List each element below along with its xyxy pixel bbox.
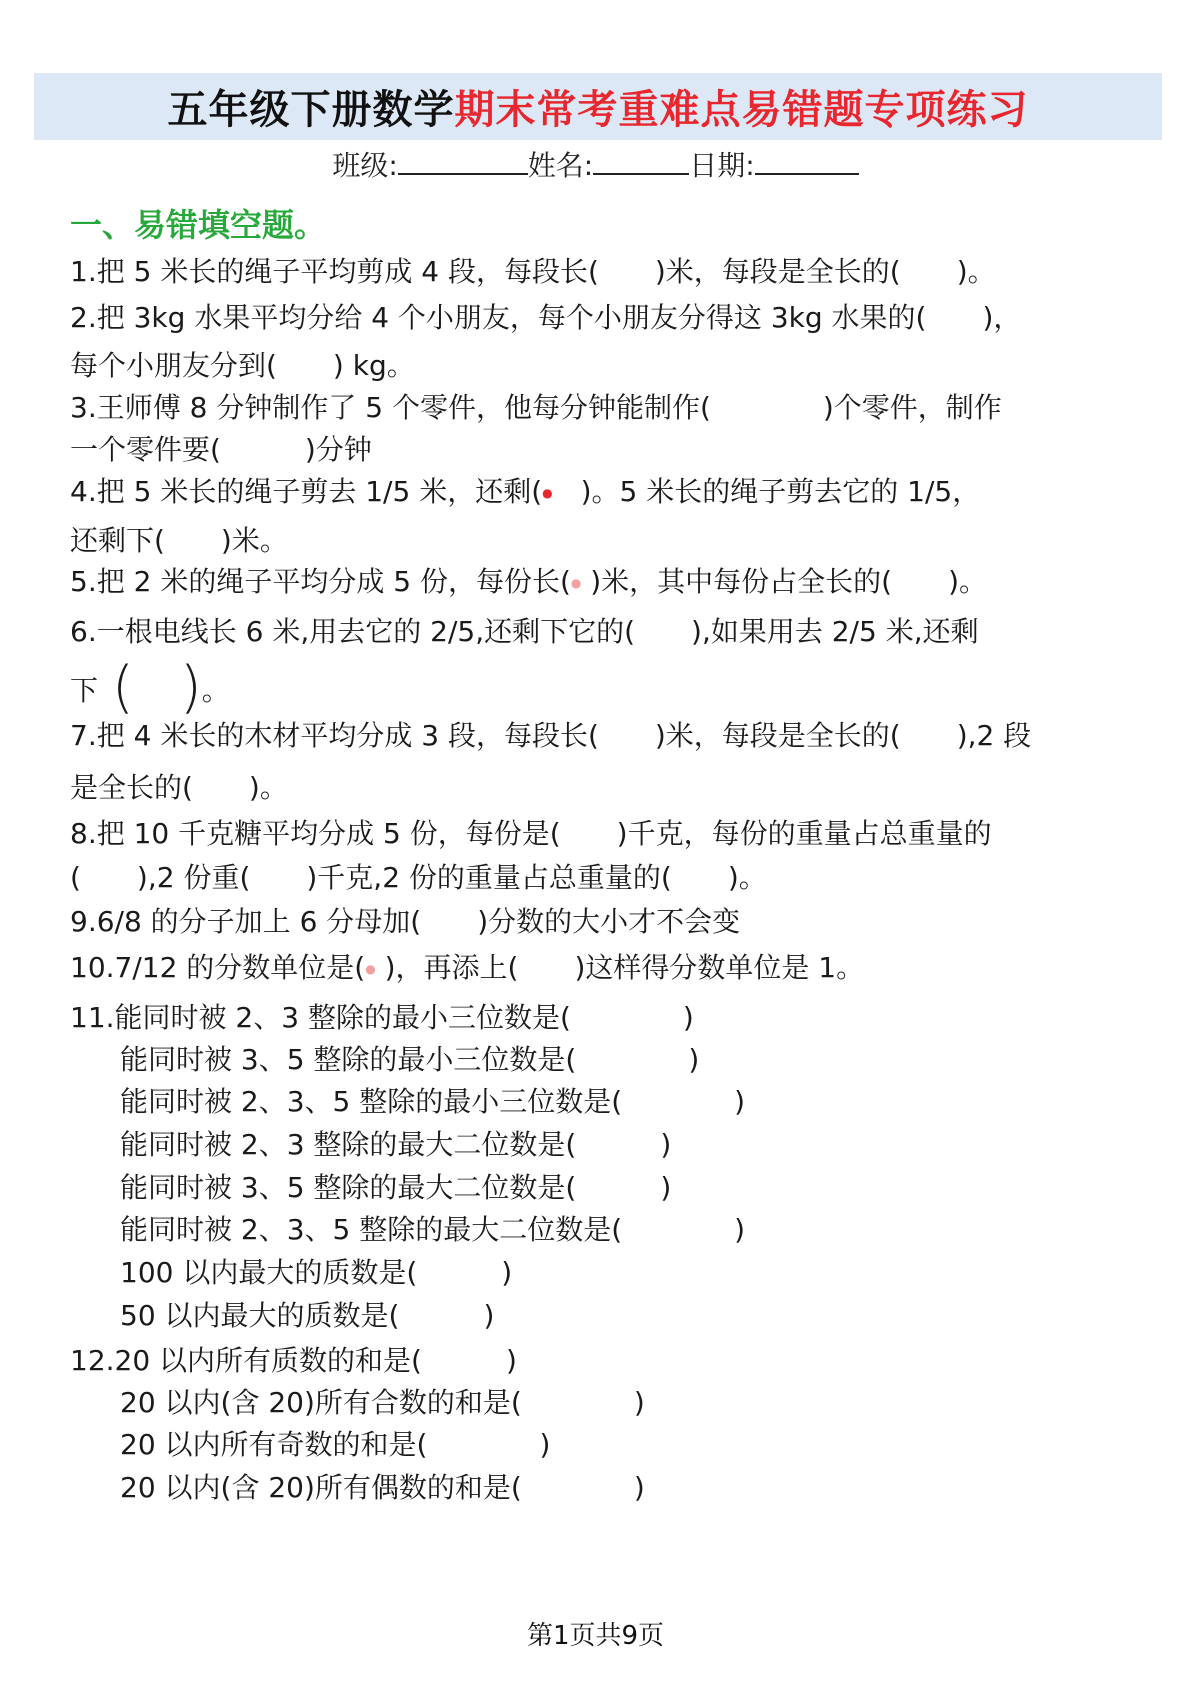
question-12-item: 20 以内(含 20)所有合数的和是( ) bbox=[120, 1386, 645, 1419]
title-banner bbox=[34, 73, 1162, 140]
question-text: 6.一根电线长 6 米,用去它的 2/5,还剩下它的( ),如果用去 2/5 米,还剩 bbox=[70, 615, 979, 648]
question-7 bbox=[70, 712, 1151, 812]
question-text-line bbox=[70, 944, 1151, 993]
question-text: 2.把 3kg 水果平均分给 4 个小朋友，每个小朋友分得这 3kg 水果的( )， bbox=[70, 301, 1022, 334]
question-text: 。 bbox=[201, 674, 230, 707]
question-text: 10.7/12 的分数单位是( bbox=[70, 951, 366, 984]
answer-paren-close: ) bbox=[179, 655, 202, 720]
question-text: 下 bbox=[70, 674, 99, 707]
question-11-item: 能同时被 3、5 整除的最大二位数是( ) bbox=[120, 1171, 672, 1204]
question-text: 5.把 2 米的绳子平均分成 5 份，每份长( bbox=[70, 565, 571, 598]
question-text: 4.把 5 米长的绳子剪去 1/5 米，还剩( bbox=[70, 475, 543, 508]
answer-paren-open: ( bbox=[112, 655, 134, 720]
question-12-item: 20 以内所有奇数的和是( ) bbox=[120, 1428, 551, 1461]
question-text: )米，其中每份占全长的( )。 bbox=[581, 565, 988, 598]
question-11-item: 100 以内最大的质数是( ) bbox=[120, 1256, 513, 1289]
page-number: 第1页共9页 bbox=[526, 1621, 665, 1651]
question-text: )，再添上( )这样得分数单位是 1。 bbox=[375, 951, 865, 984]
question-4 bbox=[70, 468, 1151, 565]
red-mark: ● bbox=[365, 962, 376, 976]
question-text: 1.把 5 米长的绳子平均剪成 4 段，每段长( )米，每段是全长的( )。 bbox=[70, 255, 996, 288]
question-8 bbox=[70, 810, 1151, 902]
title-main: 五年级下册数学 bbox=[167, 87, 455, 133]
title-highlight: 期末常考重难点易错题专项练习 bbox=[454, 87, 1029, 133]
question-11-item: 50 以内最大的质数是( ) bbox=[120, 1299, 495, 1332]
name-blank[interactable] bbox=[593, 147, 689, 175]
question-text-line-2 bbox=[70, 655, 1151, 720]
student-info-line bbox=[0, 144, 1191, 184]
question-2 bbox=[70, 294, 1151, 390]
date-label: 日期: bbox=[689, 149, 755, 182]
question-11-item: 能同时被 2、3 整除的最大二位数是( ) bbox=[120, 1128, 672, 1161]
question-text: )。5 米长的绳子剪去它的 1/5， bbox=[552, 475, 981, 508]
question-text: 8.把 10 千克糖平均分成 5 份，每份是( )千克，每份的重量占总重量的 bbox=[70, 817, 992, 850]
date-blank[interactable] bbox=[755, 147, 859, 175]
question-11-item: 能同时被 2、3、5 整除的最大二位数是( ) bbox=[120, 1213, 746, 1246]
question-text-line-1 bbox=[70, 468, 1151, 517]
red-mark: ● bbox=[542, 486, 553, 500]
question-11-lead: 11.能同时被 2、3 整除的最小三位数是( ) bbox=[70, 1001, 694, 1034]
class-blank[interactable] bbox=[398, 147, 528, 175]
question-6 bbox=[70, 608, 1151, 720]
section-heading-fill-in: 一、易错填空题。 bbox=[70, 206, 327, 244]
red-mark: ● bbox=[570, 576, 582, 590]
question-text: 9.6/8 的分子加上 6 分母加( )分数的大小才不会变 bbox=[70, 905, 741, 938]
question-text: 一个零件要( )分钟 bbox=[70, 433, 372, 466]
question-text: ( ),2 份重( )千克,2 份的重量占总重量的( )。 bbox=[70, 861, 767, 894]
question-12-lead: 12.20 以内所有质数的和是( ) bbox=[70, 1344, 517, 1377]
question-1 bbox=[70, 248, 1151, 296]
question-text: 还剩下( )米。 bbox=[70, 524, 288, 557]
question-11-item: 能同时被 3、5 整除的最小三位数是( ) bbox=[120, 1043, 700, 1076]
question-text: 7.把 4 米长的木材平均分成 3 段，每段长( )米，每段是全长的( ),2 段 bbox=[70, 719, 1032, 752]
question-text: 每个小朋友分到( ) kg。 bbox=[70, 349, 415, 382]
class-label: 班级: bbox=[332, 149, 398, 182]
question-9 bbox=[70, 898, 1151, 946]
question-text-line bbox=[70, 558, 1151, 607]
question-11-item: 能同时被 2、3、5 整除的最小三位数是( ) bbox=[120, 1085, 746, 1118]
question-12-item: 20 以内(含 20)所有偶数的和是( ) bbox=[120, 1471, 645, 1504]
question-3 bbox=[70, 384, 1151, 474]
question-10 bbox=[70, 944, 1151, 993]
question-text: 是全长的( )。 bbox=[70, 771, 288, 804]
question-text: 3.王师傅 8 分钟制作了 5 个零件，他每分钟能制作( )个零件，制作 bbox=[70, 391, 1002, 424]
question-5 bbox=[70, 558, 1151, 607]
name-label: 姓名: bbox=[527, 149, 594, 182]
